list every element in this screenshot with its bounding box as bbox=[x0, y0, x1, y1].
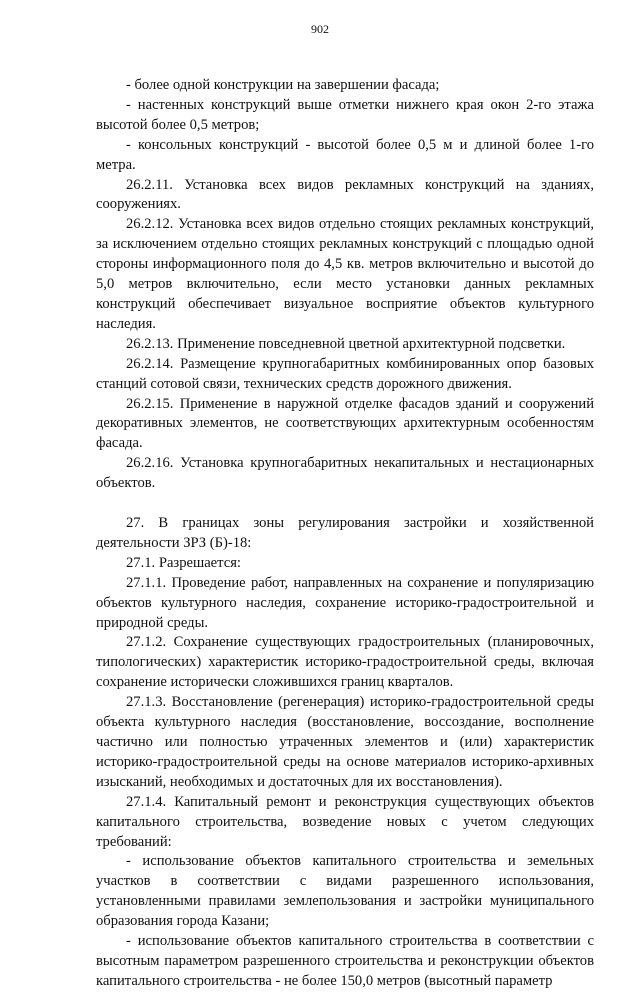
paragraph-bullet-land-use: - использование объектов капитального строительства и земельных участков в соответствии с видами разрешенного использования, установленными правилами землепользования и застройки муниципального образования города Казани; bbox=[96, 853, 594, 930]
section-gap bbox=[96, 494, 594, 514]
document-body bbox=[96, 76, 594, 992]
paragraph-27-1-4: 27.1.4. Капитальный ремонт и реконструкция существующих объектов капитального строительства, возведение новых с учетом следующих требований: bbox=[96, 793, 594, 850]
paragraph-26-2-14: 26.2.14. Размещение крупногабаритных комбинированных опор базовых станций сотовой связи, технических средств дорожного движения. bbox=[96, 355, 594, 392]
paragraph-27-1: 27.1. Разрешается: bbox=[126, 554, 241, 571]
page-number: 902 bbox=[311, 22, 329, 36]
paragraph-26-2-12: 26.2.12. Установка всех видов отдельно стоящих рекламных конструкций, за исключением отдельно стоящих рекламных конструкций с площадью одной стороны информационного поля до 4,5 кв. метров включительно и высотой до 5,0 метров включительно, если место установки данных рекламных конструкций обеспечивает визуальное восприятие объектов культурного наследия. bbox=[96, 216, 594, 332]
paragraph-bullet-height: - использование объектов капитального строительства в соответствии с высотным параметром разрешенного строительства и реконструкции объектов капитального строительства - не более 150,0 метров (высотный параметр bbox=[96, 933, 594, 989]
paragraph-26-2-16: 26.2.16. Установка крупногабаритных некапитальных и нестационарных объектов. bbox=[96, 455, 594, 492]
paragraph-27-heading: 27. В границах зоны регулирования застройки и хозяйственной деятельности ЗРЗ (Б)-18: bbox=[96, 515, 594, 551]
paragraph-bullet-console: - консольных конструкций - высотой более 0,5 м и длиной более 1-го метра. bbox=[96, 136, 594, 173]
paragraph-27-1-3: 27.1.3. Восстановление (регенерация) историко-градостроительной среды объекта культурного наследия (восстановление, воссоздание, восполнение частично или полностью утраченных элементов и (или) характеристик историко-градостроительной среды на основе материалов историко-архивных изысканий, необходимых и достаточных для их восстановления). bbox=[96, 694, 594, 790]
paragraph-bullet-facade: - более одной конструкции на завершении фасада; bbox=[126, 77, 440, 93]
paragraph-27-1-2: 27.1.2. Сохранение существующих градостроительных (планировочных, типологических) характеристик историко-градостроительной среды, включая сохранение исторически сложившихся границ кварталов. bbox=[96, 634, 594, 691]
paragraph-27-1-1: 27.1.1. Проведение работ, направленных на сохранение и популяризацию объектов культурного наследия, сохранение историко-градостроительной и природной среды. bbox=[96, 574, 594, 631]
paragraph-26-2-13: 26.2.13. Применение повседневной цветной архитектурной подсветки. bbox=[126, 335, 566, 352]
paragraph-bullet-wall: - настенных конструкций выше отметки нижнего края окон 2-го этажа высотой более 0,5 метров; bbox=[96, 96, 594, 133]
paragraph-26-2-11: 26.2.11. Установка всех видов рекламных конструкций на зданиях, сооружениях. bbox=[96, 176, 594, 213]
paragraph-26-2-15: 26.2.15. Применение в наружной отделке фасадов зданий и сооружений декоративных элементов, не соответствующих архитектурным особенностям фасада. bbox=[96, 395, 594, 452]
